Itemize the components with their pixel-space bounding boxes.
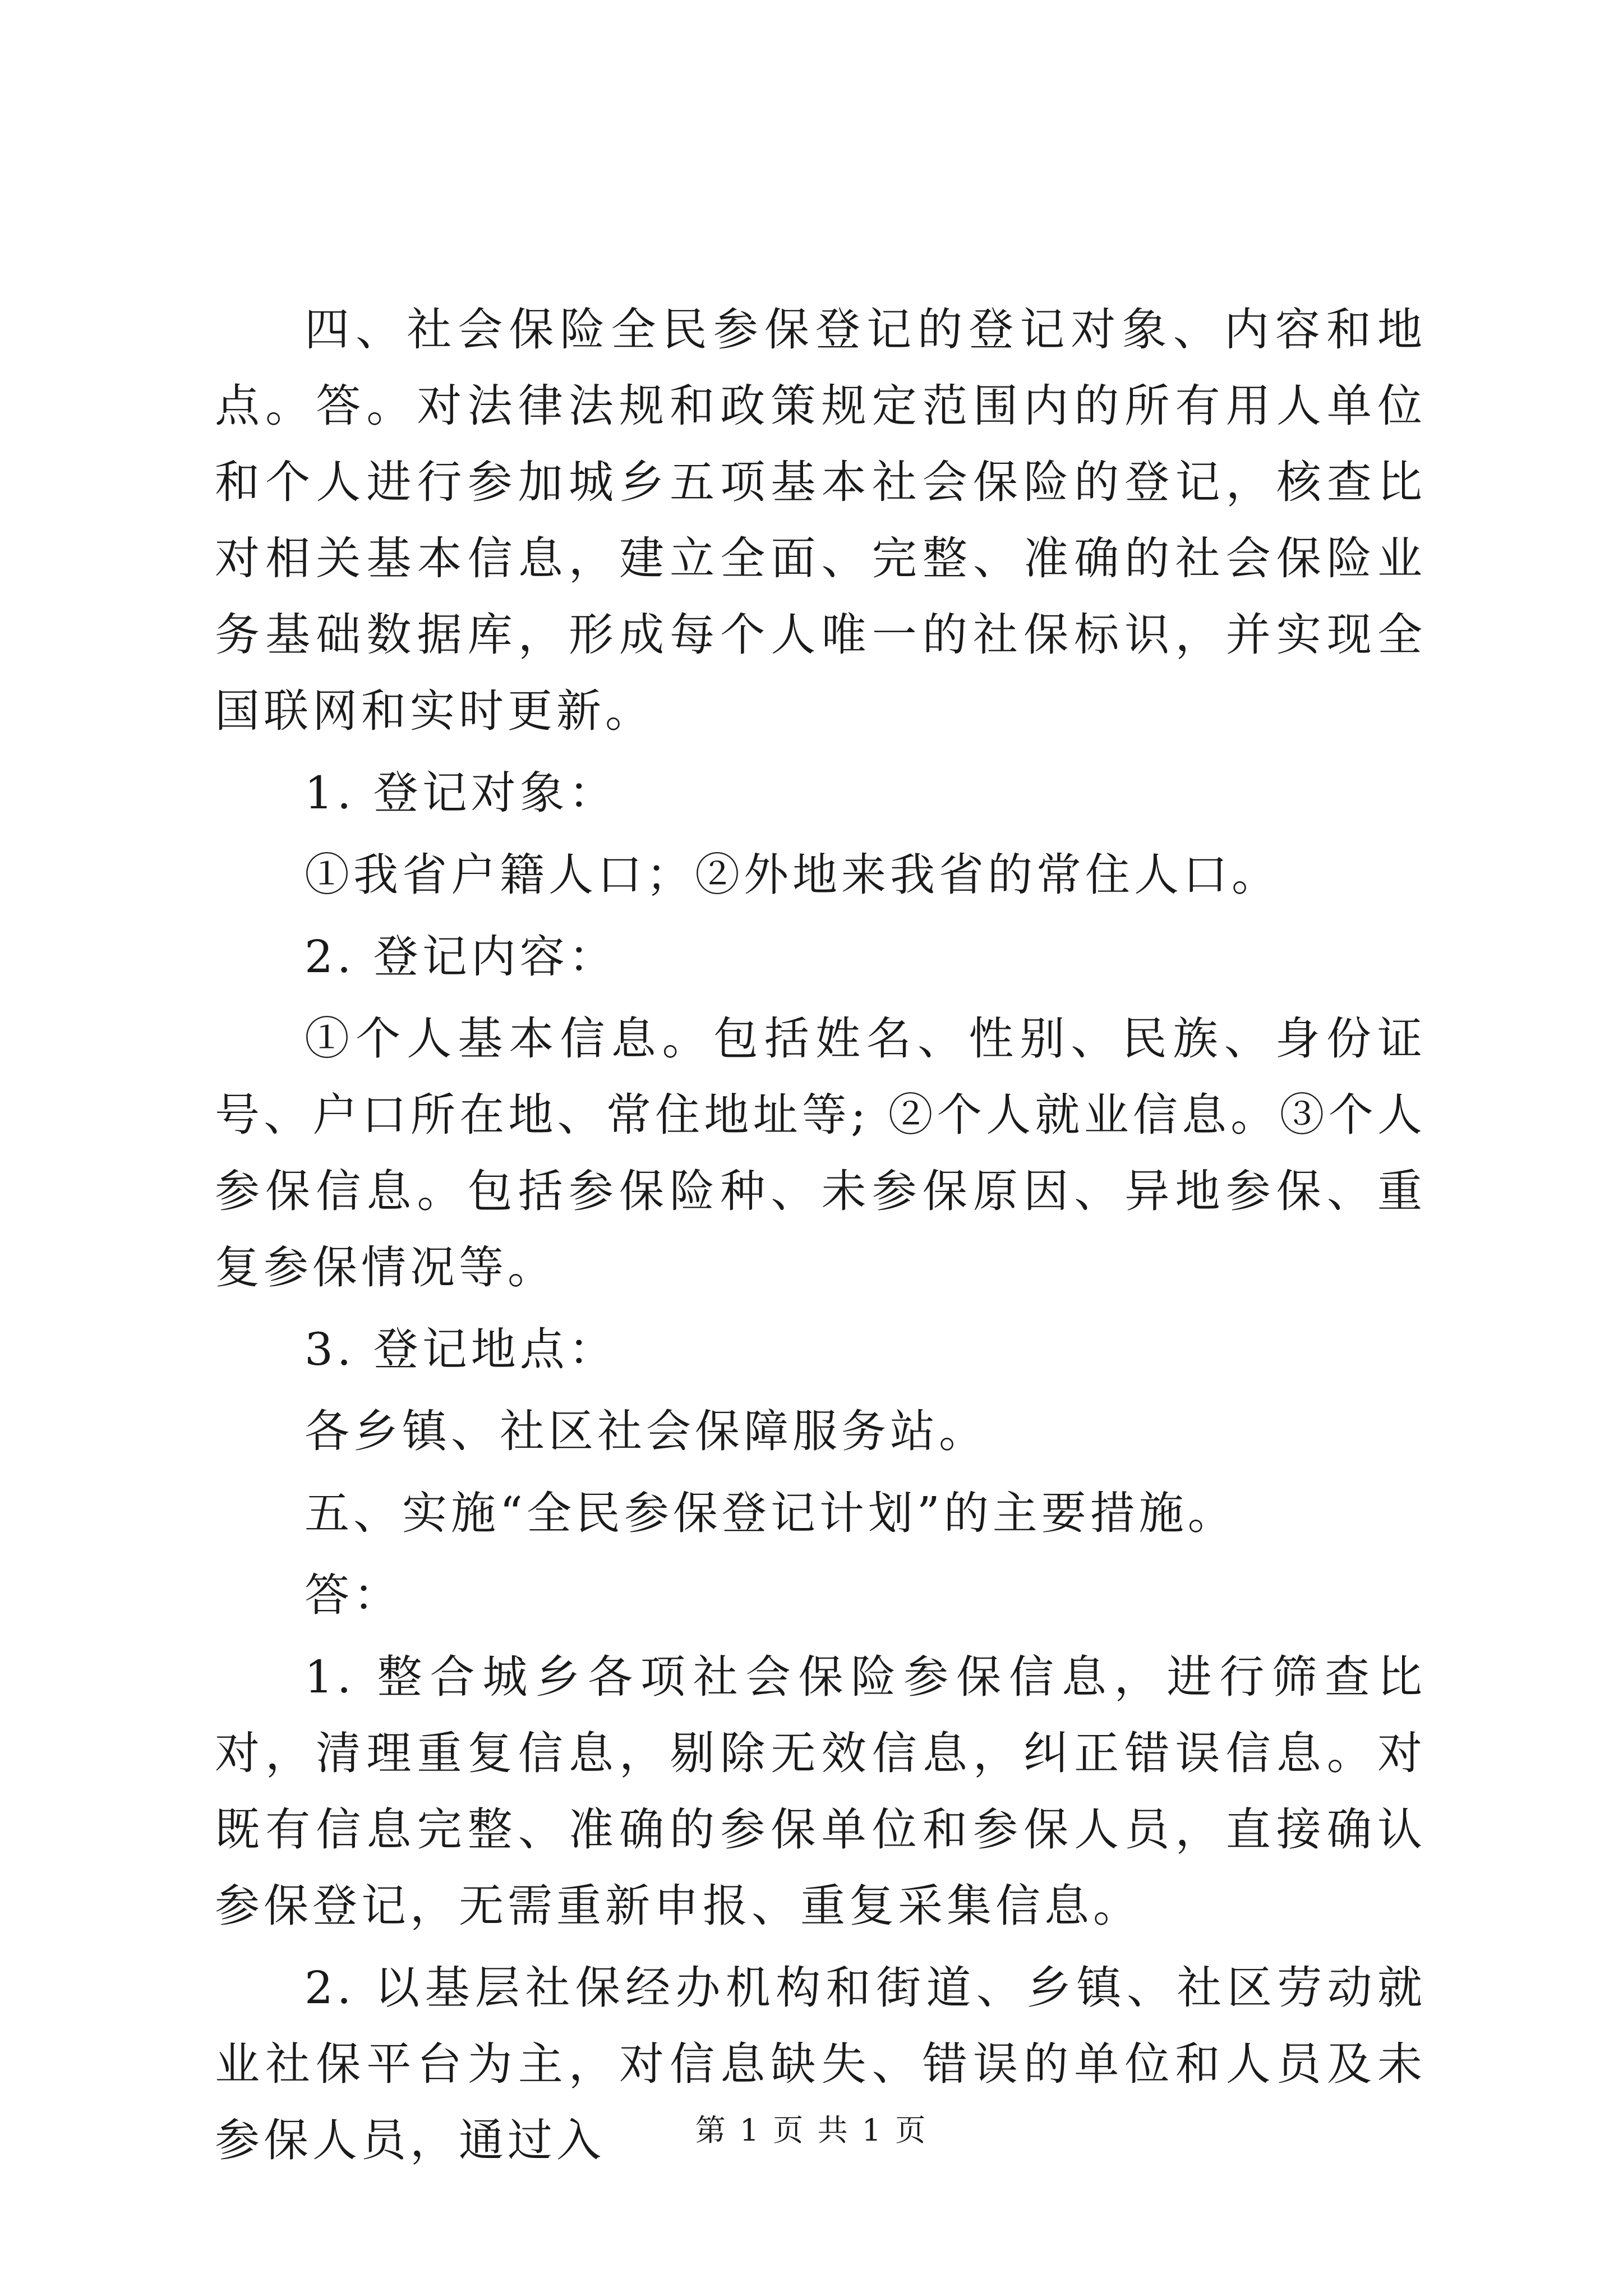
paragraph-section-4: 四、社会保险全民参保登记的登记对象、内容和地点。答。对法律法规和政策规定范围内的所有用人单位和个人进行参加城乡五项基本社会保险的登记，核查比对相关基本信息，建立全面、完整、准确的社会保险业务基础数据库，形成每个人唯一的社保标识，并实现全国联网和实时更新。: [215, 303, 1426, 737]
document-body: [215, 292, 1426, 2184]
paragraph-registration-content: ①个人基本信息。包括姓名、性别、民族、身份证号、户口所在地、常住地址等; ②个人就业信息。③个人参保信息。包括参保险种、未参保原因、异地参保、重复参保情况等。: [215, 1013, 1426, 1294]
paragraph-registration-targets: ①我省户籍人口；②外地来我省的常住人口。: [305, 849, 1280, 901]
paragraph-registration-location: 各乡镇、社区社会保障服务站。: [305, 1405, 988, 1457]
heading-registration-location: 3. 登记地点：: [305, 1323, 617, 1375]
heading-registration-content: 2. 登记内容：: [305, 931, 617, 983]
paragraph-measure-2: 2. 以基层社保经办机构和街道、乡镇、社区劳动就业社保平台为主，对信息缺失、错误的单位和人员及未参保人员，通过入: [215, 1962, 1426, 2166]
paragraph-section-5: 五、实施“全民参保登记计划”的主要措施。: [305, 1487, 1237, 1539]
paragraph-answer: 答：: [305, 1569, 402, 1621]
heading-registration-targets: 1. 登记对象：: [305, 767, 617, 819]
paragraph-measure-1: 1. 整合城乡各项社会保险参保信息，进行筛查比对，清理重复信息，剔除无效信息，纠正错误信息。对既有信息完整、准确的参保单位和参保人员，直接确认参保登记，无需重新申报、重复采集信息。: [215, 1651, 1426, 1932]
page-footer: 第 1 页 共 1 页: [695, 2113, 928, 2148]
